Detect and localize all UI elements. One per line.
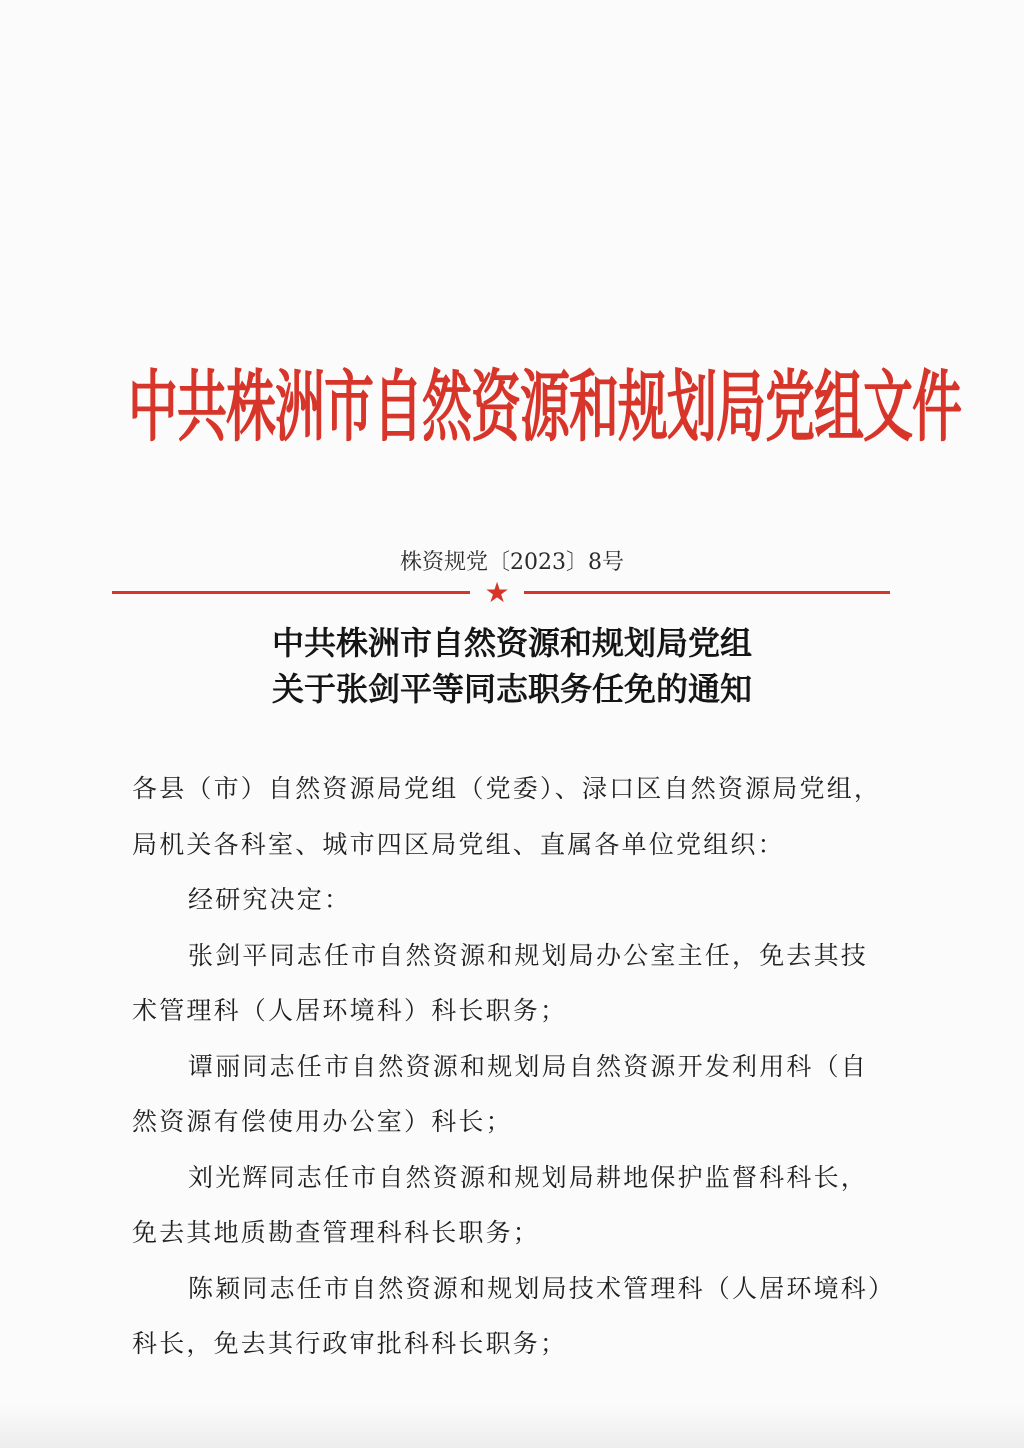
document-title (0, 620, 1024, 712)
title-line-2: 关于张剑平等同志职务任免的通知 (271, 670, 752, 708)
title-line-1: 中共株洲市自然资源和规划局党组 (271, 624, 752, 662)
red-header-masthead: 中共株洲市自然资源和规划局党组文件 (128, 360, 961, 452)
red-star-icon: ★ (484, 576, 510, 609)
decision-intro: 经研究决定： (188, 885, 352, 914)
appointment-paragraph: 刘光辉同志任市自然资源和规划局耕地保护监督科科长，免去其地质勘查管理科科长职务； (132, 1162, 869, 1247)
appointment-paragraph: 陈颖同志任市自然资源和规划局技术管理科（人居环境科）科长，免去其行政审批科科长职务； (132, 1273, 883, 1358)
document-body (132, 761, 892, 1372)
appointment-paragraph: 张剑平同志任市自然资源和规划局办公室主任，免去其技术管理科（人居环境科）科长职务； (132, 940, 869, 1025)
red-divider-left (112, 591, 470, 594)
document-number: 株资规党〔2023〕8号 (400, 550, 624, 575)
appointment-paragraph: 谭丽同志任市自然资源和规划局自然资源开发利用科（自然资源有偿使用办公室）科长； (132, 1051, 869, 1136)
recipients-line: 各县（市）自然资源局党组（党委）、渌口区自然资源局党组，局机关各科室、城市四区局党组、直属各单位党组织： (132, 774, 882, 859)
red-divider-right (524, 591, 890, 594)
